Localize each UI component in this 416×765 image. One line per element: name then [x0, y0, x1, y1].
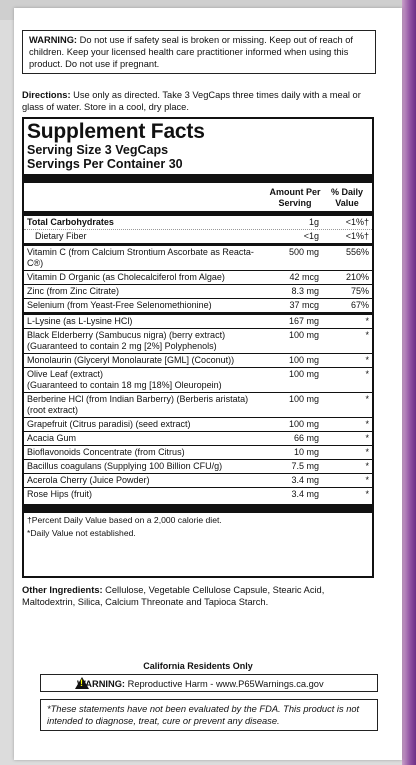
prop65-text: Reproductive Harm - www.P65Warnings.ca.gov: [125, 679, 324, 689]
facts-row: [24, 459, 372, 473]
other-label: Other Ingredients:: [22, 585, 103, 595]
directions-label: Directions:: [22, 90, 71, 100]
footnote-dv: †Percent Daily Value based on a 2,000 calorie diet.: [27, 515, 222, 525]
ingredient-amount: 167 mg: [288, 316, 319, 326]
thick-rule-bottom: [24, 504, 372, 513]
ingredient-name: [27, 489, 265, 500]
ingredient-name-line: Olive Leaf (extract): [27, 369, 104, 379]
prop65-label: WARNING:: [77, 679, 126, 689]
facts-row: [24, 243, 372, 270]
ingredient-name: [27, 355, 265, 366]
ingredient-amount: 7.5 mg: [291, 461, 319, 471]
ingredient-dv: <1%†: [345, 217, 369, 227]
ingredient-dv: *: [365, 394, 369, 404]
ingredient-amount: 100 mg: [288, 330, 319, 340]
facts-row: [24, 367, 372, 392]
ingredient-name-line: Dietary Fiber: [35, 231, 87, 241]
ingredient-dv: *: [365, 489, 369, 499]
ingredient-name-line: Zinc (from Zinc Citrate): [27, 286, 120, 296]
ingredient-amount: 8.3 mg: [291, 286, 319, 296]
other-text: Cellulose, Vegetable Cellulose Capsule, Stearic Acid, Maltodextrin, Silica, Calcium Threonate and Tapioca Starch.: [22, 585, 325, 607]
ingredient-amount: 37 mcg: [289, 300, 319, 310]
facts-row: [24, 284, 372, 298]
ingredient-dv: *: [365, 433, 369, 443]
directions-text: Use only as directed. Take 3 VegCaps three times daily with a meal or glass of water. Store in a cool, dry place.: [22, 90, 361, 112]
ingredient-dv: 556%: [345, 247, 369, 257]
facts-row: [24, 353, 372, 367]
facts-row: [24, 487, 372, 501]
facts-row: [24, 417, 372, 431]
ingredient-dv: *: [365, 475, 369, 485]
ingredient-name-line2: (Guaranteed to contain 18 mg [18%] Oleuropein): [27, 380, 222, 390]
ingredient-amount: 100 mg: [288, 394, 319, 404]
thick-rule: [24, 174, 372, 183]
ingredient-name-line: Bacillus coagulans (Supplying 100 Billion CFU/g): [27, 461, 223, 471]
ingredient-name-line: Vitamin C (from Calcium Strontium Ascorbate as Reacta-C®): [27, 247, 254, 268]
amount-header: Amount Per Serving: [269, 187, 321, 208]
ingredient-name: [27, 394, 265, 416]
ingredient-name: [27, 461, 265, 472]
purple-box-edge: [402, 0, 416, 765]
ingredient-name: [27, 300, 265, 311]
ingredient-name: [27, 447, 265, 458]
column-headers: [24, 183, 372, 211]
ingredient-name: [27, 419, 265, 430]
ingredient-amount: 1g: [308, 217, 319, 227]
ingredient-dv: <1%†: [345, 231, 369, 241]
ingredient-name-line: Black Elderberry (Sambucus nigra) (berry extract): [27, 330, 226, 340]
facts-row: [24, 328, 372, 353]
ingredient-name: [27, 217, 265, 228]
facts-row: [24, 431, 372, 445]
facts-row: [24, 473, 372, 487]
ingredient-amount: 3.4 mg: [291, 475, 319, 485]
ingredient-amount: 500 mg: [288, 247, 319, 257]
ingredient-dv: 210%: [345, 272, 369, 282]
ingredient-name-line2: (Guaranteed to contain 2 mg [2%] Polyphenols): [27, 341, 217, 351]
ingredient-amount: <1g: [303, 231, 319, 241]
fda-disclaimer: *These statements have not been evaluated by the FDA. This product is not intended to diagnose, treat, cure or prevent any disease.: [40, 699, 378, 731]
footnote-not-established: *Daily Value not established.: [27, 528, 136, 538]
ingredient-name-line: Acacia Gum: [27, 433, 77, 443]
facts-row: [24, 298, 372, 312]
ingredient-dv: 67%: [350, 300, 369, 310]
ingredient-dv: *: [365, 369, 369, 379]
ingredient-name: [27, 433, 265, 444]
ingredient-amount: 100 mg: [288, 419, 319, 429]
ingredient-name-line: Total Carbohydrates: [27, 217, 114, 227]
facts-row: [24, 392, 372, 417]
california-heading: California Residents Only: [143, 661, 253, 671]
ingredient-name-line: Vitamin D Organic (as Cholecalciferol from Algae): [27, 272, 225, 282]
ingredient-name: [27, 286, 265, 297]
warning-text: Do not use if safety seal is broken or missing. Keep out of reach of children. Keep your licensed health care practitioner informed when using this product. Do not use if pregnant.: [29, 35, 353, 69]
ingredient-name-line2: (root extract): [27, 405, 79, 415]
ingredient-name: [27, 475, 265, 486]
ingredient-name: [27, 247, 265, 269]
supplement-facts-panel: [22, 117, 374, 578]
ingredient-name-line: Acerola Cherry (Juice Powder): [27, 475, 150, 485]
serving-size: Serving Size 3 VegCaps: [27, 143, 169, 157]
warning-label: WARNING:: [29, 35, 78, 45]
ingredient-name-line: Grapefruit (Citrus paradisi) (seed extract): [27, 419, 191, 429]
ingredient-name: [27, 231, 265, 242]
ingredient-amount: 100 mg: [288, 369, 319, 379]
ingredient-name-line: Berberine HCl (from Indian Barberry) (Berberis aristata): [27, 394, 249, 404]
ingredient-name-line: Monolaurin (Glyceryl Monolaurate [GML] (Coconut)): [27, 355, 235, 365]
ingredient-name-line: Selenium (from Yeast-Free Selenomethionine): [27, 300, 212, 310]
prop65-warning: [40, 674, 378, 692]
ingredient-dv: *: [365, 330, 369, 340]
ingredient-name: [27, 272, 265, 283]
ingredient-name: [27, 330, 265, 352]
facts-row: [24, 215, 372, 229]
other-ingredients: [22, 584, 374, 608]
facts-row: [24, 270, 372, 284]
ingredient-name: [27, 369, 265, 391]
warning-triangle-icon: [75, 677, 89, 689]
ingredient-dv: 75%: [350, 286, 369, 296]
ingredient-amount: 66 mg: [293, 433, 319, 443]
ingredient-amount: 100 mg: [288, 355, 319, 365]
supplement-facts-title: Supplement Facts: [27, 120, 205, 143]
servings-per-container: Servings Per Container 30: [27, 157, 183, 171]
ingredient-name: [27, 316, 265, 327]
ingredient-dv: *: [365, 355, 369, 365]
ingredient-name-line: Bioflavonoids Concentrate (from Citrus): [27, 447, 185, 457]
ingredient-dv: *: [365, 461, 369, 471]
ingredient-amount: 3.4 mg: [291, 489, 319, 499]
ingredient-amount: 10 mg: [293, 447, 319, 457]
warning-box: [22, 30, 376, 74]
facts-row: [24, 312, 372, 328]
ingredient-dv: *: [365, 419, 369, 429]
facts-row: [24, 445, 372, 459]
facts-rows: [24, 215, 372, 501]
ingredient-amount: 42 mcg: [289, 272, 319, 282]
ingredient-dv: *: [365, 316, 369, 326]
ingredient-name-line: L-Lysine (as L-Lysine HCl): [27, 316, 133, 326]
directions: [22, 89, 374, 113]
facts-row: [24, 229, 372, 243]
dv-header: % Daily Value: [330, 187, 363, 208]
ingredient-dv: *: [365, 447, 369, 457]
ingredient-name-line: Rose Hips (fruit): [27, 489, 93, 499]
